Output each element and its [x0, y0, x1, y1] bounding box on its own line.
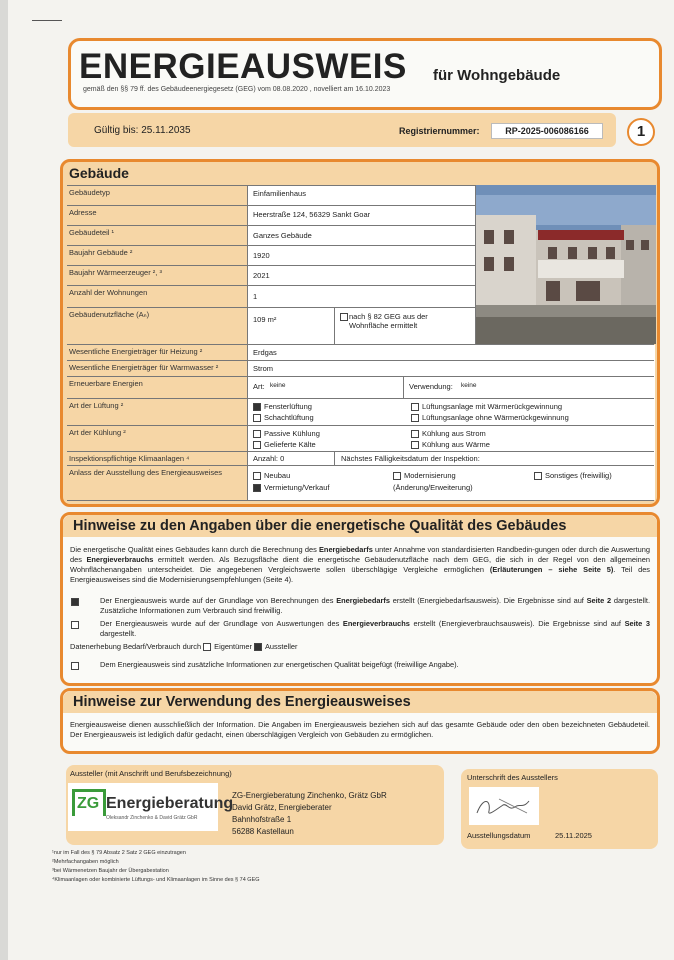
row-label: Anzahl der Wohnungen [69, 288, 148, 297]
logo-zg-box [72, 789, 106, 816]
checkbox [411, 430, 419, 438]
notes-paragraph: Die energetische Qualität eines Gebäudes kann durch die Berechnung des Energiebedarfs unter Annahme von standardisierten Randbedin-gungen oder durch die Auswertung des Energieverbrauchs ermittelt werden. Als Bezugsfläche dient die energetische Gebäudenutzfläche nach dem GEG, die sich in der Regel von den allgemeinen Wohnflächenangaben unterscheidet. Die angegebenen Vergleichswerte sollen überschlägige Vergleiche ermöglichen (Erläuterungen – siehe Seite 5). Teil des Energieausweises sind die Modernisierungsempfehlungen (Seite 4). [70, 545, 651, 584]
document-page [8, 0, 674, 960]
occasion-option: Sonstiges (freiwillig) [534, 471, 612, 480]
signature-scribble [469, 787, 539, 825]
checkbox-checked [71, 598, 79, 606]
row-value: 1 [253, 292, 258, 301]
table-row [67, 344, 654, 361]
issuer-label: Aussteller (mit Anschrift und Berufsbezeichnung) [70, 769, 232, 778]
valid-until: Gültig bis: 25.11.2035 [94, 125, 191, 136]
occasion-option: Vermietung/Verkauf [253, 483, 329, 492]
row-label: Wesentliche Energieträger für Warmwasser ² [69, 363, 219, 372]
additional-info-text: Dem Energieausweis sind zusätzliche Informationen zur energetischen Qualität beigefügt (freiwillige Angabe). [100, 660, 459, 669]
row-value: 2021 [253, 271, 270, 280]
checkbox [411, 414, 419, 422]
building-photo [475, 185, 656, 344]
building-section [60, 159, 660, 507]
occasion-option: Neubau [253, 471, 290, 480]
renewables-type-label: Art: [253, 382, 265, 391]
row-label: Erneuerbare Energien [69, 379, 143, 388]
document-title: ENERGIEAUSWEIS [79, 47, 407, 86]
ventilation-option: Schachtlüftung [253, 413, 314, 422]
cooling-option: Kühlung aus Strom [411, 429, 486, 438]
issuer-logo [68, 783, 234, 831]
footnote: ²Mehrfachangaben möglich [52, 859, 119, 865]
row-label: Art der Lüftung ² [69, 401, 124, 410]
row-label: Gebäudeteil ¹ [69, 228, 115, 237]
usage-text: Energieausweise dienen ausschließlich der Information. Die Angaben im Energieausweis beziehen sich auf das gesamte Gebäude oder den oben bezeichneten Gebäudeteil. Der Energieausweis ist lediglich dafür gedacht, einen überschlägigen Vergleich von Gebäuden zu ermöglichen. [70, 720, 650, 739]
ventilation-option: Lüftungsanlage ohne Wärmerückgewinnung [411, 413, 569, 422]
row-label: Baujahr Gebäude ² [69, 248, 133, 257]
usage-section [60, 688, 660, 754]
logo-subtitle: Oleksandr Zinchenko & David Grätz GbR [106, 815, 198, 821]
checkbox-checked [253, 484, 261, 492]
ventilation-option: Lüftungsanlage mit Wärmerückgewinnung [411, 402, 562, 411]
page-number: 1 [627, 118, 655, 146]
table-row [67, 451, 654, 466]
option-demand-text: Der Energieausweis wurde auf der Grundlage von Berechnungen des Energiebedarfs erstellt (Energiebedarfsausweis). Die Ergebnisse sind auf Seite 2 dargestellt. Zusätzliche Informationen zum Verbrauch sind freiwillig. [100, 596, 650, 615]
document-subtitle: für Wohngebäude [433, 67, 561, 84]
issuer-line: ZG-Energieberatung Zinchenko, Grätz GbR [232, 791, 387, 800]
inspection-due-label: Nächstes Fälligkeitsdatum der Inspektion: [341, 454, 480, 463]
checkbox [71, 621, 79, 629]
renewables-use-value: keine [461, 382, 477, 389]
registration-label: Registriernummer: [399, 126, 480, 136]
occasion-option: Modernisierung [393, 471, 456, 480]
renewables-type-value: keine [270, 382, 286, 389]
top-pen-mark [32, 20, 62, 21]
ventilation-option: Fensterlüftung [253, 402, 312, 411]
row-value: Heerstraße 124, 56329 Sankt Goar [253, 210, 371, 219]
option-consumption-text: Der Energieausweis wurde auf der Grundlage von Auswertungen des Energieverbrauchs erstellt (Energieverbrauchsausweis). Die Ergebnisse sind auf Seite 3 dargestellt. [100, 619, 650, 638]
logo-zg: ZG [77, 795, 100, 812]
footnote: ³bei Wärmenetzen Baujahr der Übergabestation [52, 868, 169, 874]
checkbox [71, 662, 79, 670]
row-value: Einfamilienhaus [253, 189, 306, 198]
signature-field [469, 787, 539, 825]
row-label: Gebäudetyp [69, 188, 110, 197]
checkbox [393, 472, 401, 480]
row-label: Baujahr Wärmeerzeuger ², ³ [69, 268, 162, 277]
row-value: Strom [253, 364, 274, 373]
checkbox [411, 403, 419, 411]
row-label: Wesentliche Energieträger für Heizung ² [69, 347, 203, 356]
registration-number: RP-2025-006086166 [491, 123, 603, 139]
issuer-line: 56288 Kastellaun [232, 827, 294, 836]
usage-title: Hinweise zur Verwendung des Energieausweises [73, 694, 411, 710]
issuer-line: Bahnhofstraße 1 [232, 815, 292, 824]
issuer-box [66, 765, 444, 845]
renewables-use-label: Verwendung: [409, 382, 453, 391]
cooling-option: Gelieferte Kälte [253, 440, 316, 449]
checkbox [340, 313, 348, 321]
row-value: 109 m² [253, 315, 277, 324]
table-row [67, 360, 654, 377]
usage-header [63, 691, 657, 713]
cooling-option: Passive Kühlung [253, 429, 320, 438]
issuer-line: David Grätz, Energieberater [232, 803, 332, 812]
row-label: Adresse [69, 208, 97, 217]
row-label: Inspektionspflichtige Klimaanlagen ⁴ [69, 454, 190, 463]
row-value: 1920 [253, 251, 270, 260]
notes-header [63, 515, 657, 537]
legal-basis: gemäß den §§ 79 ff. des Gebäudeenergiegesetz (GEG) vom 08.08.2020 , novelliert am 16.10.2023 [83, 86, 391, 93]
table-row [67, 425, 654, 452]
logo-name: Energieberatung [106, 795, 234, 812]
checkbox-checked [253, 403, 261, 411]
footnote: ¹nur im Fall des § 79 Absatz 2 Satz 2 GEG einzutragen [52, 850, 186, 856]
data-collection-line: Datenerhebung Bedarf/Verbrauch durch Eigentümer Aussteller [70, 642, 298, 651]
checkbox [534, 472, 542, 480]
option-label: nach § 82 GEG aus der Wohnfläche ermittelt [349, 312, 428, 330]
checkbox [253, 414, 261, 422]
signature-box [461, 769, 658, 849]
issue-date: 25.11.2025 [555, 831, 592, 840]
checkbox [253, 430, 261, 438]
checkbox [253, 472, 261, 480]
table-row [67, 376, 654, 399]
table-row [67, 398, 654, 426]
row-label: Art der Kühlung ² [69, 428, 126, 437]
row-label: Anlass der Ausstellung des Energieausweises [69, 468, 223, 477]
row-value: Ganzes Gebäude [253, 231, 312, 240]
header-box [68, 38, 662, 110]
house-illustration [476, 185, 656, 344]
checkbox [411, 441, 419, 449]
cooling-option: Kühlung aus Wärme [411, 440, 490, 449]
notes-section [60, 512, 660, 686]
signature-label: Unterschrift des Ausstellers [467, 773, 558, 782]
checkbox [253, 441, 261, 449]
ac-count: Anzahl: 0 [253, 454, 285, 463]
table-row [67, 465, 654, 501]
row-value: Erdgas [253, 348, 277, 357]
footnote: ⁴Klimaanlagen oder kombinierte Lüftungs- und Klimaanlagen im Sinne des § 74 GEG [52, 877, 260, 883]
issue-date-label: Ausstellungsdatum [467, 831, 531, 840]
row-label: Gebäudenutzfläche (Aₙ) [69, 310, 150, 319]
notes-title: Hinweise zu den Angaben über die energetische Qualität des Gebäudes [73, 518, 567, 534]
validity-bar [68, 113, 616, 147]
building-section-title: Gebäude [69, 165, 129, 181]
occasion-option-cont: (Änderung/Erweiterung) [393, 483, 473, 492]
